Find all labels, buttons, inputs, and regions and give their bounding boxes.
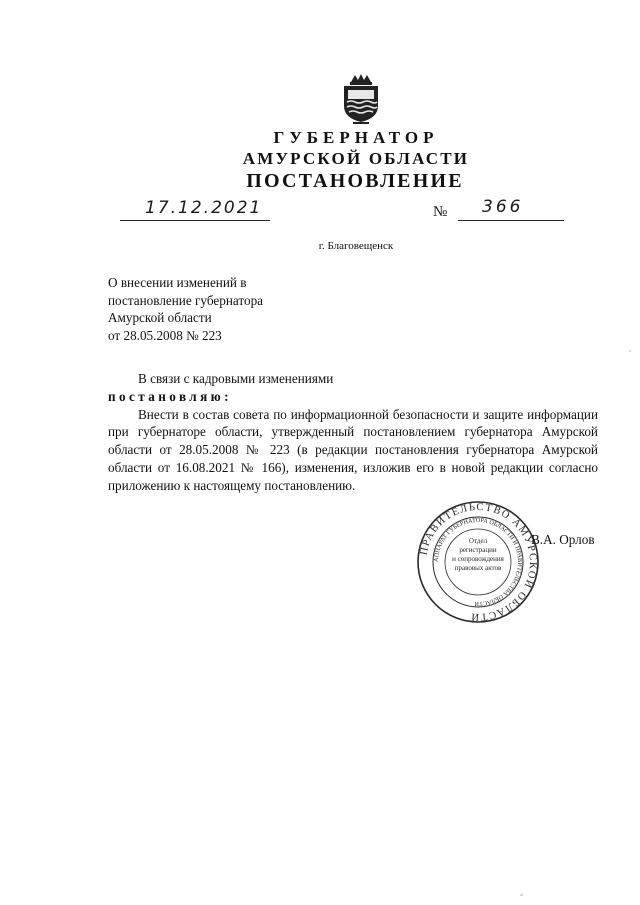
- stamp-outer-text: ПРАВИТЕЛЬСТВО АМУРСКОЙ ОБЛАСТИ: [418, 501, 539, 623]
- date-underline: [120, 220, 270, 221]
- document-body: [108, 370, 598, 495]
- scan-speck: [629, 350, 631, 352]
- stamp-center-line: регистрации: [459, 546, 497, 554]
- stamp-center-text: [452, 537, 504, 573]
- scan-speck: [520, 894, 523, 896]
- issuer-region: АМУРСКОЙ ОБЛАСТИ: [242, 149, 470, 168]
- number-underline: [458, 220, 564, 221]
- stamp-center-line: правовых актов: [454, 564, 502, 572]
- stamp-center-line: Отдел: [468, 537, 488, 545]
- subject-line: от 28.05.2008 № 223: [108, 327, 222, 343]
- resolution-paragraph: Внести в состав совета по информационной безопасности и защите информации при губернаторе области, утвержденный постановлением губернатора Амурской области от 28.05.2008 № 223 (в редакции постановления губернатора Амурской области от 16.08.2021 № 166), изменения, изложив его в новой редакции согласно приложению к настоящему постановлению.: [108, 406, 598, 493]
- resolves-word: постановляю:: [108, 388, 232, 404]
- subject-line: постановление губернатора: [108, 292, 264, 308]
- coat-of-arms-icon: [339, 72, 383, 124]
- stamp-center-line: и сопровождения: [452, 555, 504, 563]
- issuer-title: ГУБЕРНАТОР: [273, 128, 439, 147]
- issue-city: г. Благовещенск: [318, 240, 394, 252]
- stamp-inner-ring-text: АППАРАТ ГУБЕРНАТОРА ОБЛАСТИ И ПРАВИТЕЛЬСТВА ОБЛАСТИ: [432, 516, 524, 608]
- subject-line: О внесении изменений в: [108, 275, 247, 290]
- document-date: 17.12.2021: [145, 198, 263, 218]
- number-sign: №: [433, 204, 448, 220]
- subject-line: Амурской области: [108, 310, 212, 325]
- document-type-title: ПОСТАНОВЛЕНИЕ: [246, 170, 464, 192]
- intro-paragraph: В связи с кадровыми изменениями: [138, 371, 334, 386]
- document-subject: [108, 274, 263, 344]
- document-number: 366: [482, 197, 524, 217]
- signatory-name: В.А. Орлов: [531, 532, 595, 547]
